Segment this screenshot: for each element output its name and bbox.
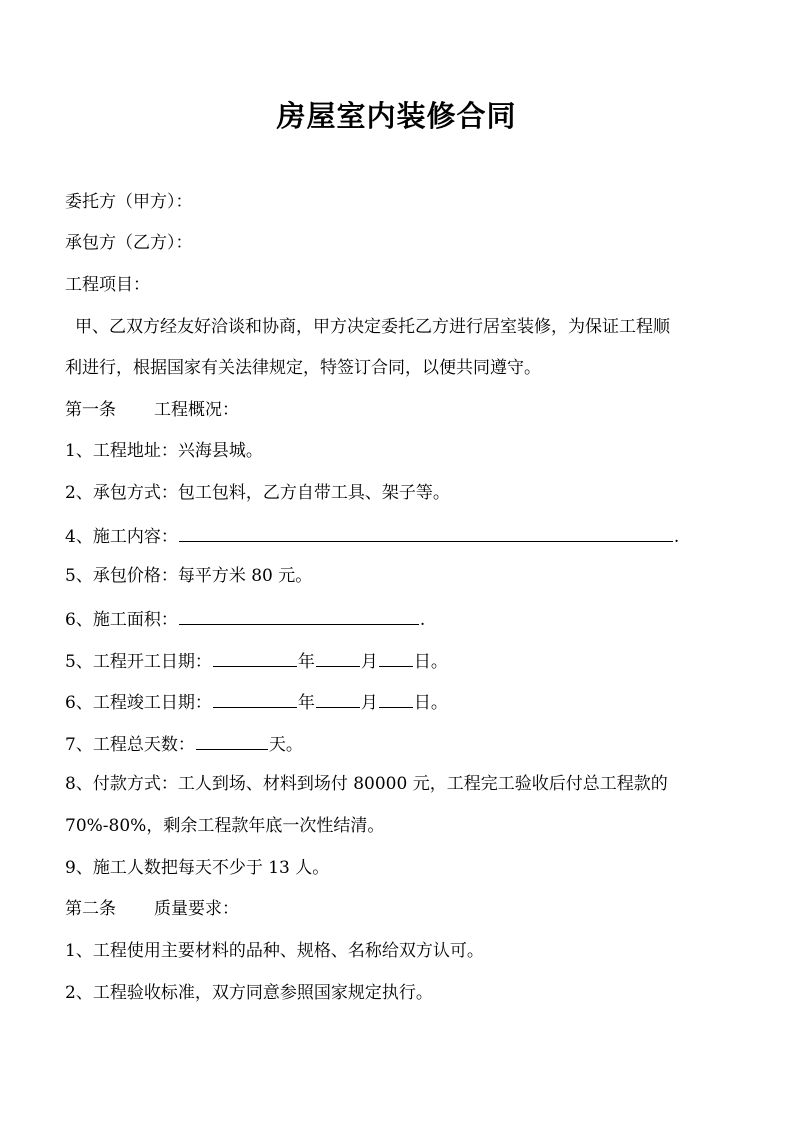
end-day-blank[interactable] (379, 689, 413, 708)
item-total-days (65, 731, 735, 757)
article-1-title: 工程概况： (154, 400, 239, 420)
item-content (65, 523, 735, 549)
item-method: 2、承包方式：包工包料，乙方自带工具、架子等。 (65, 483, 450, 503)
total-days-unit: 天。 (268, 735, 303, 755)
item-end-date (65, 689, 735, 715)
intro-paragraph-line-1: 甲、乙双方经友好洽谈和协商，甲方决定委托乙方进行居室装修，为保证工程顺 (75, 317, 670, 337)
total-days-label: 7、工程总天数： (65, 735, 195, 755)
item-area-label: 6、施工面积： (65, 610, 178, 630)
item-area (65, 606, 735, 632)
end-year-unit: 年 (297, 693, 315, 713)
item-payment-line-1: 8、付款方式：工人到场、材料到场付 80000 元，工程完工验收后付总工程款的 (65, 774, 668, 794)
end-date-label: 6、工程竣工日期： (65, 693, 212, 713)
article-1-number: 第一条 (65, 400, 116, 420)
contractor-line: 承包方（乙方）： (65, 233, 193, 253)
start-date-label: 5、工程开工日期： (65, 652, 212, 672)
start-year-unit: 年 (297, 652, 315, 672)
start-day-blank[interactable] (379, 648, 413, 667)
start-month-unit: 月 (360, 652, 378, 672)
article-1-heading (65, 398, 735, 422)
article-2-title: 质量要求： (154, 899, 239, 919)
item-start-date (65, 648, 735, 674)
page-title: 房屋室内装修合同 (276, 99, 517, 133)
start-year-blank[interactable] (213, 648, 297, 667)
item-address: 1、工程地址：兴海县城。 (65, 441, 263, 461)
end-month-blank[interactable] (316, 689, 360, 708)
client-line: 委托方（甲方）： (65, 192, 193, 212)
item-price: 5、承包价格：每平方米 80 元。 (65, 566, 313, 586)
start-month-blank[interactable] (316, 648, 360, 667)
end-year-blank[interactable] (213, 689, 297, 708)
content-blank[interactable] (179, 523, 673, 542)
intro-paragraph-line-2: 利进行，根据国家有关法律规定，特签订合同，以便共同遵守。 (65, 358, 541, 378)
end-day-unit: 日。 (413, 693, 448, 713)
end-month-unit: 月 (360, 693, 378, 713)
quality-item-1: 1、工程使用主要材料的品种、规格、名称给双方认可。 (65, 941, 484, 961)
item-payment-line-2: 70%-80%，剩余工程款年底一次性结清。 (65, 816, 385, 836)
item-content-suffix: . (673, 527, 680, 547)
quality-item-2: 2、工程验收标准，双方同意参照国家规定执行。 (65, 983, 433, 1003)
total-days-blank[interactable] (196, 731, 268, 750)
start-day-unit: 日。 (413, 652, 448, 672)
item-area-suffix: . (419, 610, 426, 630)
article-2-number: 第二条 (65, 899, 116, 919)
article-2-heading (65, 897, 735, 921)
area-blank[interactable] (179, 606, 419, 625)
item-workers: 9、施工人数把每天不少于 13 人。 (65, 858, 330, 878)
item-content-label: 4、施工内容： (65, 527, 178, 547)
project-line: 工程项目： (65, 275, 150, 295)
